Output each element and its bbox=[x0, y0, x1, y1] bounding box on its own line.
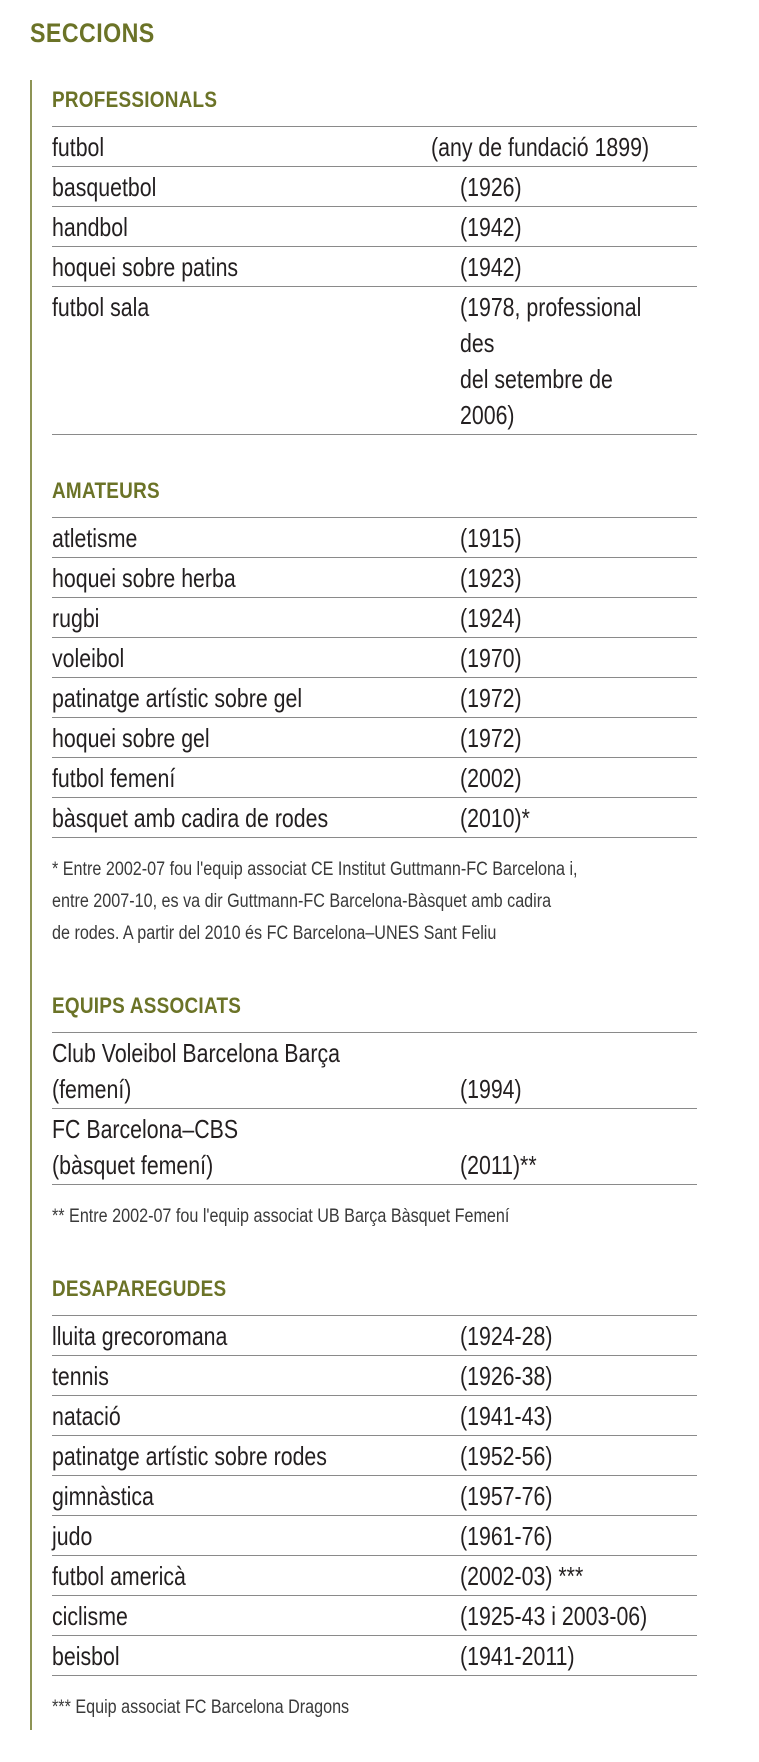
table-row bbox=[52, 247, 697, 287]
footnote bbox=[52, 854, 600, 950]
table-row bbox=[52, 1109, 697, 1185]
row-name: futbol americà bbox=[52, 1561, 186, 1591]
row-name: futbol bbox=[52, 132, 105, 162]
sections-content bbox=[52, 82, 697, 1762]
row-name: handbol bbox=[52, 212, 128, 242]
row-year: (1923) bbox=[460, 563, 522, 593]
table-row bbox=[52, 167, 697, 207]
row-name: rugbi bbox=[52, 603, 100, 633]
row-name: beisbol bbox=[52, 1641, 120, 1671]
row-name: voleibol bbox=[52, 643, 125, 673]
row-name: judo bbox=[52, 1521, 93, 1551]
row-year: (1926) bbox=[460, 172, 522, 202]
row-year: (1972) bbox=[460, 683, 522, 713]
footnote-line: de rodes. A partir del 2010 és FC Barcelona–UNES Sant Feliu bbox=[52, 923, 497, 944]
table-row bbox=[52, 798, 697, 838]
table-row bbox=[52, 718, 697, 758]
row-year: (2002-03) *** bbox=[460, 1561, 584, 1591]
row-year: (1941-43) bbox=[460, 1401, 553, 1431]
section-desaparegudes bbox=[52, 1271, 697, 1724]
section-associats bbox=[52, 988, 697, 1233]
table-row bbox=[52, 1596, 697, 1636]
section-heading: DESAPAREGUDES bbox=[52, 1276, 227, 1301]
table-row bbox=[52, 598, 697, 638]
row-name: FC Barcelona–CBS (bàsquet femení) bbox=[52, 1114, 239, 1180]
footnote bbox=[52, 1692, 600, 1724]
row-year: (1952-56) bbox=[460, 1441, 553, 1471]
row-year: (1942) bbox=[460, 212, 522, 242]
table-row bbox=[52, 1436, 697, 1476]
row-year: (1957-76) bbox=[460, 1481, 553, 1511]
section-heading: EQUIPS ASSOCIATS bbox=[52, 993, 242, 1018]
table-row bbox=[52, 1356, 697, 1396]
row-name: patinatge artístic sobre rodes bbox=[52, 1441, 327, 1471]
footnote-line: entre 2007-10, es va dir Guttmann-FC Barcelona-Bàsquet amb cadira bbox=[52, 891, 552, 912]
table-row bbox=[52, 1516, 697, 1556]
row-year: (1926-38) bbox=[460, 1361, 553, 1391]
row-year: (2002) bbox=[460, 763, 522, 793]
row-name: lluita grecoromana bbox=[52, 1321, 228, 1351]
table-row bbox=[52, 207, 697, 247]
row-year: (1972) bbox=[460, 723, 522, 753]
row-name: futbol sala bbox=[52, 292, 150, 322]
row-name: patinatge artístic sobre gel bbox=[52, 683, 303, 713]
section-amateurs bbox=[52, 473, 697, 950]
table-row bbox=[52, 558, 697, 598]
row-year: (1941-2011) bbox=[460, 1641, 575, 1671]
table-row bbox=[52, 127, 697, 167]
row-name: natació bbox=[52, 1401, 121, 1431]
footnote-line: ** Entre 2002-07 fou l'equip associat UB Barça Bàsquet Femení bbox=[52, 1206, 510, 1227]
section-table bbox=[52, 126, 697, 435]
table-row bbox=[52, 1636, 697, 1676]
row-name: basquetbol bbox=[52, 172, 157, 202]
row-year: (2011)** bbox=[460, 1150, 537, 1180]
row-name: gimnàstica bbox=[52, 1481, 154, 1511]
table-row bbox=[52, 758, 697, 798]
row-name: Club Voleibol Barcelona Barça (femení) bbox=[52, 1038, 340, 1104]
row-year: (1915) bbox=[460, 523, 522, 553]
row-name: bàsquet amb cadira de rodes bbox=[52, 803, 329, 833]
row-year: (1970) bbox=[460, 643, 522, 673]
table-row bbox=[52, 1033, 697, 1109]
section-table bbox=[52, 517, 697, 838]
section-heading: PROFESSIONALS bbox=[52, 87, 218, 112]
footnote bbox=[52, 1201, 600, 1233]
table-row bbox=[52, 1476, 697, 1516]
table-row bbox=[52, 287, 697, 435]
page-title: SECCIONS bbox=[30, 18, 155, 48]
section-table bbox=[52, 1315, 697, 1676]
vertical-rule bbox=[30, 80, 32, 1730]
row-year: (2010)* bbox=[460, 803, 530, 833]
section-heading: AMATEURS bbox=[52, 478, 160, 503]
row-name: futbol femení bbox=[52, 763, 176, 793]
row-name: hoquei sobre patins bbox=[52, 252, 239, 282]
row-year: (1925-43 i 2003-06) bbox=[460, 1601, 648, 1631]
table-row bbox=[52, 638, 697, 678]
row-year: (1942) bbox=[460, 252, 522, 282]
row-name: hoquei sobre gel bbox=[52, 723, 210, 753]
row-year: (any de fundació 1899) bbox=[431, 132, 650, 162]
footnote-line: *** Equip associat FC Barcelona Dragons bbox=[52, 1697, 350, 1718]
row-name: ciclisme bbox=[52, 1601, 128, 1631]
row-year: (1994) bbox=[460, 1074, 522, 1104]
row-name: hoquei sobre herba bbox=[52, 563, 236, 593]
section-professionals bbox=[52, 82, 697, 435]
table-row bbox=[52, 678, 697, 718]
footnote-line: * Entre 2002-07 fou l'equip associat CE Institut Guttmann-FC Barcelona i, bbox=[52, 859, 578, 880]
row-name: tennis bbox=[52, 1361, 109, 1391]
section-table bbox=[52, 1032, 697, 1185]
table-row bbox=[52, 1556, 697, 1596]
row-year: (1961-76) bbox=[460, 1521, 553, 1551]
table-row bbox=[52, 1396, 697, 1436]
table-row bbox=[52, 1316, 697, 1356]
table-row bbox=[52, 518, 697, 558]
row-year: (1924) bbox=[460, 603, 522, 633]
row-year: (1924-28) bbox=[460, 1321, 553, 1351]
row-year: (1978, professional des del setembre de 2006) bbox=[460, 292, 642, 430]
row-name: atletisme bbox=[52, 523, 138, 553]
